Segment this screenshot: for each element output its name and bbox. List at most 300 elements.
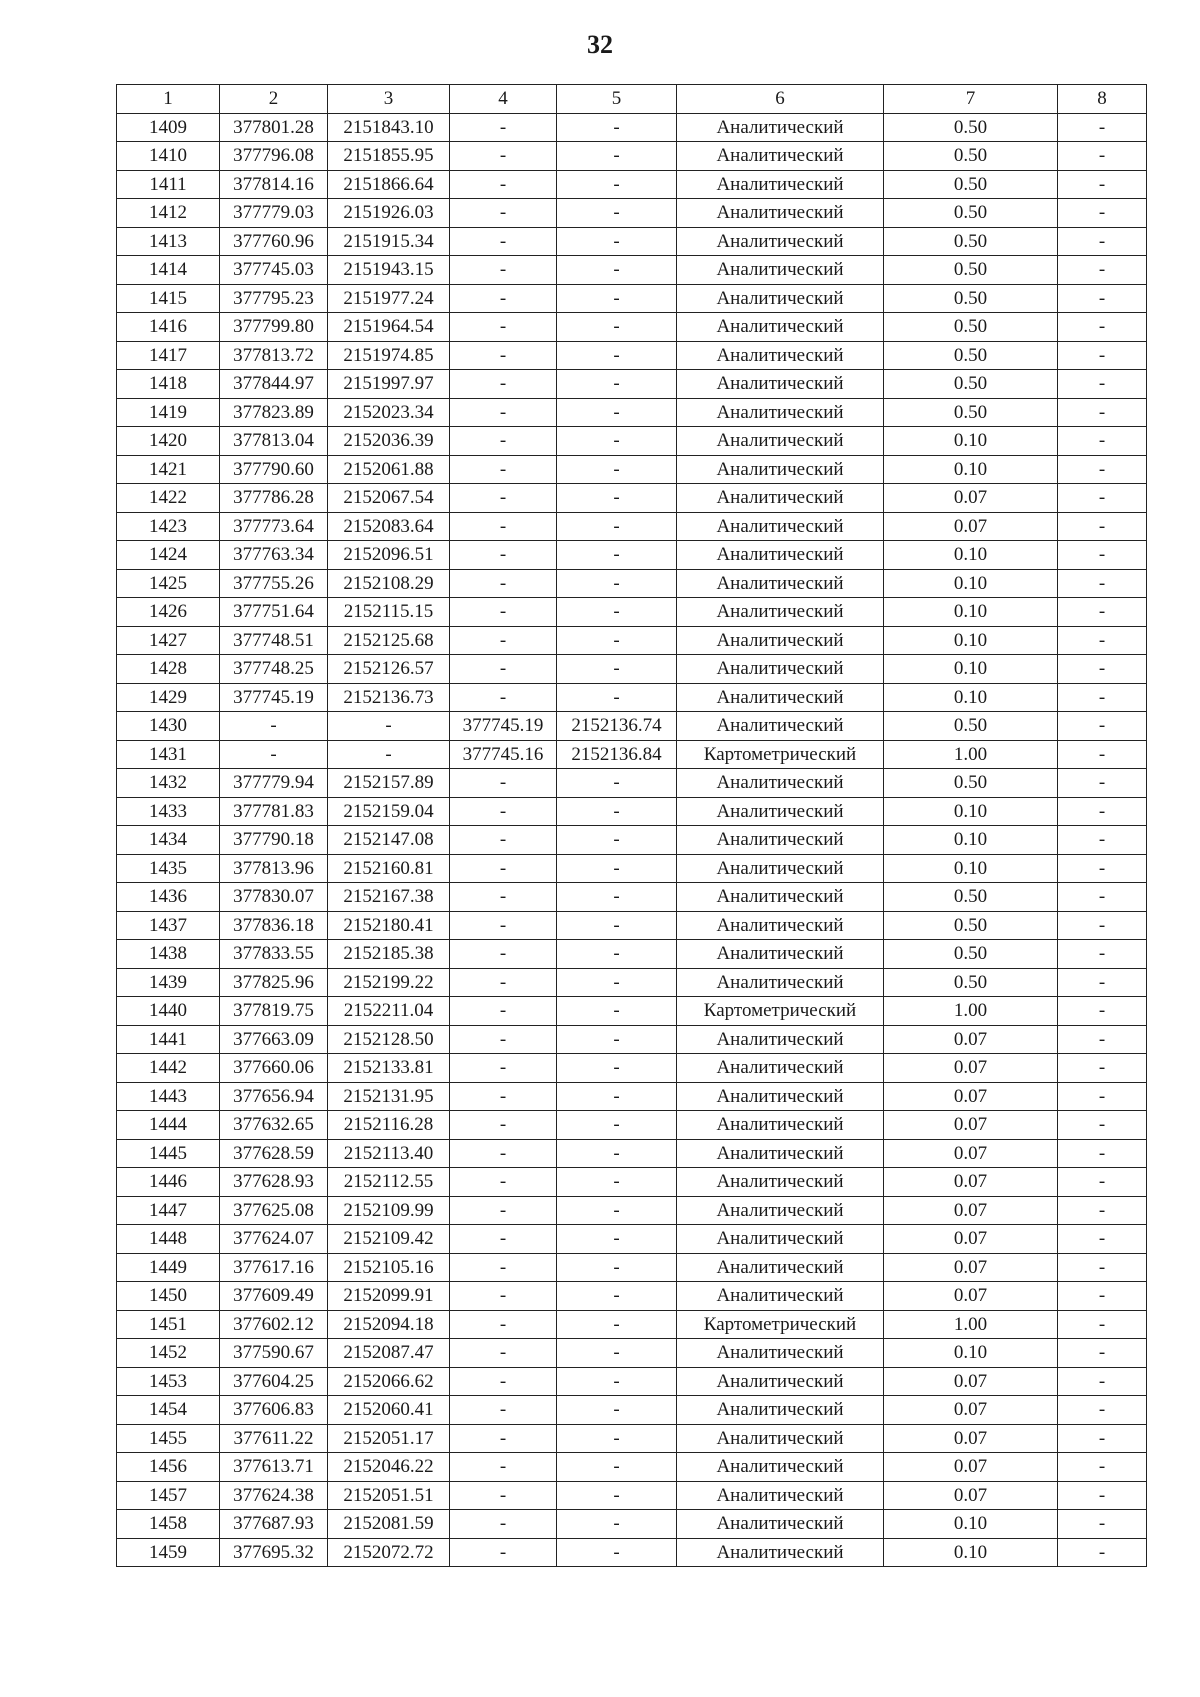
- table-cell: -: [557, 370, 677, 399]
- table-row: [117, 313, 1147, 342]
- table-body: [117, 113, 1147, 1567]
- table-row: [117, 170, 1147, 199]
- table-cell: 2151974.85: [328, 341, 450, 370]
- table-cell: -: [450, 113, 557, 142]
- table-row: [117, 569, 1147, 598]
- table-cell: -: [450, 455, 557, 484]
- table-cell: -: [450, 398, 557, 427]
- table-cell: -: [557, 968, 677, 997]
- table-cell: 2151855.95: [328, 142, 450, 171]
- table-row: [117, 199, 1147, 228]
- table-cell: 1410: [117, 142, 220, 171]
- table-row: [117, 854, 1147, 883]
- table-cell: 0.07: [884, 1139, 1058, 1168]
- table-cell: -: [450, 826, 557, 855]
- table-row: [117, 1282, 1147, 1311]
- table-cell: 1420: [117, 427, 220, 456]
- table-cell: 2152147.08: [328, 826, 450, 855]
- table-cell: -: [1058, 313, 1147, 342]
- table-cell: 2152112.55: [328, 1168, 450, 1197]
- table-cell: 2152051.17: [328, 1424, 450, 1453]
- table-cell: 377624.07: [220, 1225, 328, 1254]
- table-cell: 0.10: [884, 569, 1058, 598]
- table-cell: 1439: [117, 968, 220, 997]
- table-cell: 377760.96: [220, 227, 328, 256]
- table-cell: Аналитический: [677, 1339, 884, 1368]
- table-cell: -: [450, 1538, 557, 1567]
- table-cell: 1454: [117, 1396, 220, 1425]
- table-cell: -: [557, 626, 677, 655]
- table-cell: 377795.23: [220, 284, 328, 313]
- table-cell: -: [1058, 256, 1147, 285]
- table-cell: Аналитический: [677, 370, 884, 399]
- table-row: [117, 113, 1147, 142]
- table-cell: Аналитический: [677, 1225, 884, 1254]
- table-cell: Аналитический: [677, 1481, 884, 1510]
- table-cell: -: [1058, 1196, 1147, 1225]
- table-cell: 1414: [117, 256, 220, 285]
- table-cell: 2152036.39: [328, 427, 450, 456]
- table-cell: 1435: [117, 854, 220, 883]
- table-cell: 0.50: [884, 199, 1058, 228]
- table-cell: -: [450, 797, 557, 826]
- table-cell: -: [450, 1025, 557, 1054]
- table-cell: -: [557, 1111, 677, 1140]
- table-cell: -: [1058, 769, 1147, 798]
- table-cell: Аналитический: [677, 683, 884, 712]
- table-cell: 0.10: [884, 797, 1058, 826]
- table-cell: -: [1058, 1139, 1147, 1168]
- table-cell: 1438: [117, 940, 220, 969]
- coordinates-table: [116, 84, 1147, 1567]
- table-cell: -: [1058, 797, 1147, 826]
- table-cell: 1444: [117, 1111, 220, 1140]
- table-cell: 2152159.04: [328, 797, 450, 826]
- table-cell: 2152105.16: [328, 1253, 450, 1282]
- table-cell: 2152133.81: [328, 1054, 450, 1083]
- table-cell: 377604.25: [220, 1367, 328, 1396]
- table-cell: 1424: [117, 541, 220, 570]
- table-cell: -: [450, 1111, 557, 1140]
- table-cell: 0.10: [884, 427, 1058, 456]
- table-cell: -: [557, 1196, 677, 1225]
- table-cell: 2152046.22: [328, 1453, 450, 1482]
- table-cell: 377663.09: [220, 1025, 328, 1054]
- table-cell: -: [557, 427, 677, 456]
- table-cell: -: [450, 484, 557, 513]
- table-cell: 0.07: [884, 1111, 1058, 1140]
- table-cell: -: [1058, 227, 1147, 256]
- table-cell: 1447: [117, 1196, 220, 1225]
- table-cell: Аналитический: [677, 1453, 884, 1482]
- table-cell: -: [557, 1082, 677, 1111]
- table-cell: -: [557, 569, 677, 598]
- table-cell: 0.50: [884, 227, 1058, 256]
- table-cell: 0.50: [884, 142, 1058, 171]
- column-header-4: 4: [450, 85, 557, 114]
- table-cell: Аналитический: [677, 1253, 884, 1282]
- table-cell: 0.10: [884, 455, 1058, 484]
- table-row: [117, 940, 1147, 969]
- table-cell: -: [1058, 1168, 1147, 1197]
- page-number: 32: [587, 30, 613, 59]
- table-cell: -: [1058, 626, 1147, 655]
- table-cell: 1455: [117, 1424, 220, 1453]
- table-cell: -: [1058, 1538, 1147, 1567]
- table-row: [117, 142, 1147, 171]
- table-cell: 377745.19: [220, 683, 328, 712]
- table-cell: -: [450, 598, 557, 627]
- table-cell: 1409: [117, 113, 220, 142]
- table-cell: 377617.16: [220, 1253, 328, 1282]
- table-cell: -: [557, 398, 677, 427]
- table-cell: Аналитический: [677, 1396, 884, 1425]
- table-row: [117, 797, 1147, 826]
- table-cell: -: [557, 1396, 677, 1425]
- table-cell: -: [557, 940, 677, 969]
- table-cell: 2152113.40: [328, 1139, 450, 1168]
- table-cell: 2152157.89: [328, 769, 450, 798]
- table-cell: 1416: [117, 313, 220, 342]
- table-cell: 0.07: [884, 484, 1058, 513]
- table-cell: 377745.19: [450, 712, 557, 741]
- table-cell: -: [450, 1139, 557, 1168]
- table-cell: 2152108.29: [328, 569, 450, 598]
- table-cell: 377590.67: [220, 1339, 328, 1368]
- table-cell: Аналитический: [677, 1196, 884, 1225]
- column-header-8: 8: [1058, 85, 1147, 114]
- table-cell: Аналитический: [677, 769, 884, 798]
- table-cell: 0.07: [884, 1481, 1058, 1510]
- table-cell: 1.00: [884, 997, 1058, 1026]
- table-cell: 377773.64: [220, 512, 328, 541]
- table-cell: -: [450, 683, 557, 712]
- table-cell: 377632.65: [220, 1111, 328, 1140]
- table-cell: -: [450, 968, 557, 997]
- table-cell: 0.10: [884, 826, 1058, 855]
- table-cell: 0.10: [884, 683, 1058, 712]
- table-row: [117, 284, 1147, 313]
- table-cell: 1448: [117, 1225, 220, 1254]
- table-cell: 377833.55: [220, 940, 328, 969]
- table-cell: 1440: [117, 997, 220, 1026]
- table-cell: 2152185.38: [328, 940, 450, 969]
- table-cell: 2152115.15: [328, 598, 450, 627]
- table-row: [117, 997, 1147, 1026]
- table-cell: Картометрический: [677, 1310, 884, 1339]
- table-cell: -: [450, 1168, 557, 1197]
- table-cell: 1449: [117, 1253, 220, 1282]
- table-cell: 2152136.84: [557, 740, 677, 769]
- table-cell: 377779.94: [220, 769, 328, 798]
- table-cell: -: [557, 683, 677, 712]
- table-cell: Аналитический: [677, 427, 884, 456]
- table-row: [117, 683, 1147, 712]
- table-cell: -: [450, 1510, 557, 1539]
- column-header-3: 3: [328, 85, 450, 114]
- table-cell: -: [1058, 512, 1147, 541]
- table-cell: 377628.59: [220, 1139, 328, 1168]
- table-cell: 2152167.38: [328, 883, 450, 912]
- table-cell: -: [450, 170, 557, 199]
- table-row: [117, 740, 1147, 769]
- table-cell: 2152109.42: [328, 1225, 450, 1254]
- table-row: [117, 341, 1147, 370]
- table-cell: -: [557, 199, 677, 228]
- table-cell: 0.07: [884, 1025, 1058, 1054]
- table-cell: -: [450, 427, 557, 456]
- table-row: [117, 484, 1147, 513]
- table-cell: 1415: [117, 284, 220, 313]
- table-cell: 1451: [117, 1310, 220, 1339]
- table-cell: Аналитический: [677, 256, 884, 285]
- table-row: [117, 1168, 1147, 1197]
- table-cell: 2152051.51: [328, 1481, 450, 1510]
- table-cell: 377813.72: [220, 341, 328, 370]
- table-cell: 1426: [117, 598, 220, 627]
- table-cell: 377687.93: [220, 1510, 328, 1539]
- table-cell: -: [557, 1168, 677, 1197]
- table-cell: 0.10: [884, 541, 1058, 570]
- table-cell: 0.07: [884, 1196, 1058, 1225]
- table-cell: 1443: [117, 1082, 220, 1111]
- table-cell: Аналитический: [677, 313, 884, 342]
- table-cell: Аналитический: [677, 1367, 884, 1396]
- table-cell: 2151843.10: [328, 113, 450, 142]
- table-cell: 0.07: [884, 1168, 1058, 1197]
- table-cell: 377814.16: [220, 170, 328, 199]
- table-cell: -: [557, 1025, 677, 1054]
- table-cell: 0.50: [884, 911, 1058, 940]
- table-cell: -: [557, 1481, 677, 1510]
- table-cell: 2152099.91: [328, 1282, 450, 1311]
- table-cell: -: [1058, 854, 1147, 883]
- table-cell: 1450: [117, 1282, 220, 1311]
- table-cell: Аналитический: [677, 1510, 884, 1539]
- table-row: [117, 256, 1147, 285]
- table-cell: 2152083.64: [328, 512, 450, 541]
- table-row: [117, 911, 1147, 940]
- table-cell: -: [557, 997, 677, 1026]
- table-cell: -: [450, 341, 557, 370]
- table-cell: -: [557, 313, 677, 342]
- table-cell: 2152126.57: [328, 655, 450, 684]
- table-cell: -: [1058, 341, 1147, 370]
- table-cell: Аналитический: [677, 142, 884, 171]
- table-cell: -: [1058, 1082, 1147, 1111]
- table-cell: 1421: [117, 455, 220, 484]
- table-row: [117, 655, 1147, 684]
- table-cell: 2152160.81: [328, 854, 450, 883]
- table-cell: -: [450, 1054, 557, 1083]
- table-cell: -: [557, 284, 677, 313]
- table-cell: Аналитический: [677, 883, 884, 912]
- table-cell: Аналитический: [677, 113, 884, 142]
- table-cell: -: [1058, 883, 1147, 912]
- table-cell: 0.07: [884, 1225, 1058, 1254]
- table-cell: 0.07: [884, 512, 1058, 541]
- table-row: [117, 1339, 1147, 1368]
- table-row: [117, 1054, 1147, 1083]
- table-cell: -: [557, 227, 677, 256]
- table-cell: Аналитический: [677, 940, 884, 969]
- table-cell: 2152087.47: [328, 1339, 450, 1368]
- table-cell: -: [557, 1253, 677, 1282]
- table-cell: -: [450, 1424, 557, 1453]
- table-cell: -: [450, 1196, 557, 1225]
- table-cell: 0.50: [884, 370, 1058, 399]
- table-cell: -: [557, 1510, 677, 1539]
- table-cell: 0.10: [884, 1538, 1058, 1567]
- table-cell: 1.00: [884, 740, 1058, 769]
- table-cell: 377779.03: [220, 199, 328, 228]
- table-cell: -: [1058, 655, 1147, 684]
- table-cell: -: [450, 1367, 557, 1396]
- table-cell: 377613.71: [220, 1453, 328, 1482]
- table-cell: 1412: [117, 199, 220, 228]
- table-cell: 1423: [117, 512, 220, 541]
- table-cell: 2152081.59: [328, 1510, 450, 1539]
- table-cell: 377844.97: [220, 370, 328, 399]
- table-cell: Картометрический: [677, 740, 884, 769]
- table-cell: -: [557, 341, 677, 370]
- table-cell: -: [557, 854, 677, 883]
- table-row: [117, 1367, 1147, 1396]
- table-cell: Аналитический: [677, 284, 884, 313]
- table-cell: 1446: [117, 1168, 220, 1197]
- table-cell: 0.07: [884, 1282, 1058, 1311]
- table-cell: -: [1058, 1453, 1147, 1482]
- table-cell: -: [557, 883, 677, 912]
- table-cell: 377628.93: [220, 1168, 328, 1197]
- table-cell: -: [450, 911, 557, 940]
- column-header-7: 7: [884, 85, 1058, 114]
- table-cell: Аналитический: [677, 541, 884, 570]
- table-cell: -: [557, 598, 677, 627]
- table-cell: Аналитический: [677, 598, 884, 627]
- table-row: [117, 598, 1147, 627]
- table-row: [117, 370, 1147, 399]
- table-cell: 2151866.64: [328, 170, 450, 199]
- table-cell: 377748.51: [220, 626, 328, 655]
- table-cell: 2152061.88: [328, 455, 450, 484]
- table-cell: -: [557, 1367, 677, 1396]
- table-cell: 0.10: [884, 598, 1058, 627]
- table-cell: 0.07: [884, 1396, 1058, 1425]
- table-cell: Аналитический: [677, 398, 884, 427]
- table-cell: 1457: [117, 1481, 220, 1510]
- column-header-2: 2: [220, 85, 328, 114]
- table-row: [117, 398, 1147, 427]
- table-cell: 377763.34: [220, 541, 328, 570]
- table-cell: 1445: [117, 1139, 220, 1168]
- table-cell: -: [557, 541, 677, 570]
- table-cell: Аналитический: [677, 512, 884, 541]
- table-cell: -: [1058, 142, 1147, 171]
- table-cell: -: [450, 1225, 557, 1254]
- table-cell: 377830.07: [220, 883, 328, 912]
- table-cell: 1430: [117, 712, 220, 741]
- table-cell: 1437: [117, 911, 220, 940]
- table-cell: 2152199.22: [328, 968, 450, 997]
- table-cell: 1441: [117, 1025, 220, 1054]
- table-cell: 377781.83: [220, 797, 328, 826]
- table-row: [117, 455, 1147, 484]
- table-cell: 2152109.99: [328, 1196, 450, 1225]
- table-cell: -: [557, 1339, 677, 1368]
- table-cell: -: [1058, 1111, 1147, 1140]
- table-cell: 0.50: [884, 940, 1058, 969]
- table-cell: -: [557, 797, 677, 826]
- table-cell: 377611.22: [220, 1424, 328, 1453]
- table-cell: -: [1058, 541, 1147, 570]
- table-row: [117, 1424, 1147, 1453]
- table-cell: 377813.96: [220, 854, 328, 883]
- table-cell: Аналитический: [677, 1025, 884, 1054]
- table-cell: -: [1058, 1025, 1147, 1054]
- table-cell: -: [328, 712, 450, 741]
- table-cell: 1417: [117, 341, 220, 370]
- table-cell: Аналитический: [677, 170, 884, 199]
- table-cell: 0.07: [884, 1054, 1058, 1083]
- table-cell: 0.07: [884, 1453, 1058, 1482]
- table-cell: 1456: [117, 1453, 220, 1482]
- table-cell: 2152060.41: [328, 1396, 450, 1425]
- table-row: [117, 427, 1147, 456]
- table-cell: 377819.75: [220, 997, 328, 1026]
- table-cell: 377790.18: [220, 826, 328, 855]
- table-cell: -: [557, 1054, 677, 1083]
- table-cell: -: [557, 1538, 677, 1567]
- table-cell: Аналитический: [677, 854, 884, 883]
- table-cell: 1453: [117, 1367, 220, 1396]
- table-cell: 1425: [117, 569, 220, 598]
- table-cell: -: [1058, 712, 1147, 741]
- table-cell: 0.07: [884, 1367, 1058, 1396]
- table-cell: Аналитический: [677, 826, 884, 855]
- table-cell: -: [1058, 284, 1147, 313]
- table-row: [117, 1139, 1147, 1168]
- table-cell: -: [450, 227, 557, 256]
- table-cell: 377796.08: [220, 142, 328, 171]
- table-row: [117, 1538, 1147, 1567]
- table-cell: -: [450, 512, 557, 541]
- table-cell: 2152066.62: [328, 1367, 450, 1396]
- table-cell: Аналитический: [677, 911, 884, 940]
- table-cell: 0.10: [884, 655, 1058, 684]
- table-cell: 1411: [117, 170, 220, 199]
- table-cell: 1458: [117, 1510, 220, 1539]
- table-cell: -: [450, 1282, 557, 1311]
- table-cell: -: [1058, 740, 1147, 769]
- table-cell: 1413: [117, 227, 220, 256]
- table-cell: 377799.80: [220, 313, 328, 342]
- table-cell: 0.50: [884, 113, 1058, 142]
- table-cell: Аналитический: [677, 1054, 884, 1083]
- table-cell: -: [450, 313, 557, 342]
- table-row: [117, 1025, 1147, 1054]
- table-cell: 377609.49: [220, 1282, 328, 1311]
- table-cell: -: [450, 1253, 557, 1282]
- table-cell: 1459: [117, 1538, 220, 1567]
- table-cell: 377625.08: [220, 1196, 328, 1225]
- table-row: [117, 883, 1147, 912]
- table-cell: Аналитический: [677, 484, 884, 513]
- table-cell: -: [1058, 683, 1147, 712]
- table-cell: -: [1058, 398, 1147, 427]
- table-cell: 0.10: [884, 1510, 1058, 1539]
- table-cell: -: [450, 655, 557, 684]
